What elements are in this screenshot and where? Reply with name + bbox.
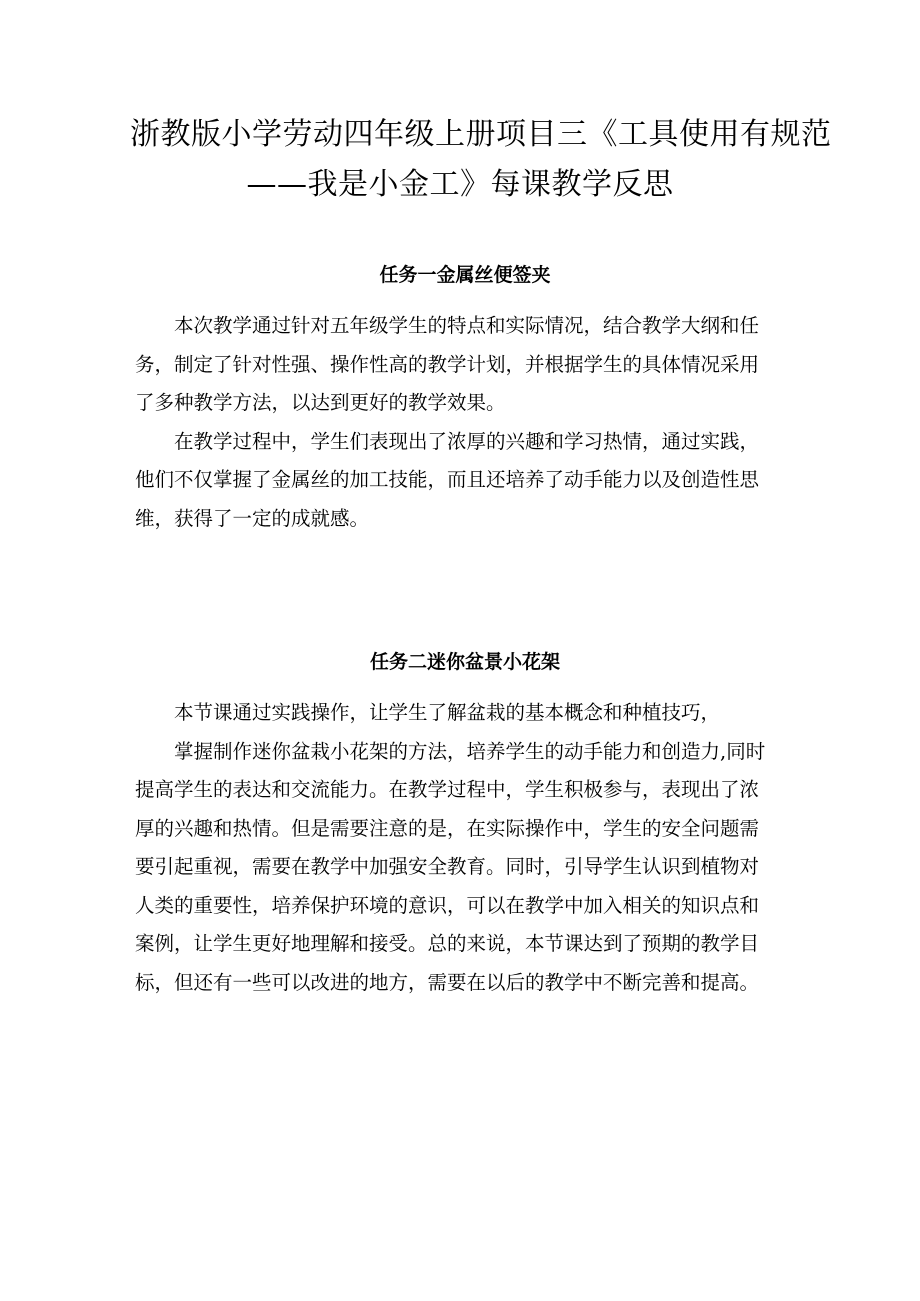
text-line: 厚的兴趣和热情。但是需要注意的是，在实际操作中，学生的安全问题需 (135, 816, 760, 840)
title-line-1: 浙教版小学劳动四年级上册项目三《工具使用有规范 (130, 117, 832, 152)
paragraph (135, 307, 795, 423)
section-heading: 任务二迷你盆景小花架 (369, 651, 560, 673)
text-line: 要引起重视，需要在教学中加强安全教育。同时，引导学生认识到植物对 (135, 855, 760, 878)
text-line: 在教学过程中，学生们表现出了浓厚的兴趣和学习热情，通过实践， (174, 429, 760, 453)
paragraph (135, 694, 795, 733)
text-line: 本节课通过实践操作，让学生了解盆栽的基本概念和种植技巧， (174, 701, 721, 724)
section-task-1 (135, 260, 795, 538)
text-line: 案例，让学生更好地理解和接受。总的来说，本节课达到了预期的教学目 (135, 932, 760, 955)
section-heading: 任务一金属丝便签夹 (379, 264, 551, 286)
text-line: 他们不仅掌握了金属丝的加工技能，而且还培养了动手能力以及创造性思 (135, 468, 760, 491)
text-line: 维，获得了一定的成就感。 (135, 506, 370, 530)
section-task-2 (135, 647, 795, 1002)
paragraph (135, 733, 795, 1003)
text-line: 务，制定了针对性强、操作性高的教学计划，并根据学生的具体情况采用 (135, 352, 760, 376)
text-line: 提高学生的表达和交流能力。在教学过程中，学生积极参与，表现出了浓 (135, 778, 760, 801)
text-line: 了多种教学方法，以达到更好的教学效果。 (135, 391, 506, 414)
text-line: 本次教学通过针对五年级学生的特点和实际情况，结合教学大纲和任 (174, 314, 760, 337)
text-line: 标，但还有一些可以改进的地方，需要在以后的教学中不断完善和提高。 (135, 970, 760, 994)
text-line: 掌握制作迷你盆栽小花架的方法，培养学生的动手能力和创造力,同时 (174, 739, 766, 763)
title-line-2: ——我是小金工》每课教学反思 (246, 167, 674, 202)
text-line: 人类的重要性，培养保护环境的意识，可以在教学中加入相关的知识点和 (135, 893, 760, 917)
document-title (130, 110, 832, 210)
paragraph (135, 423, 795, 539)
